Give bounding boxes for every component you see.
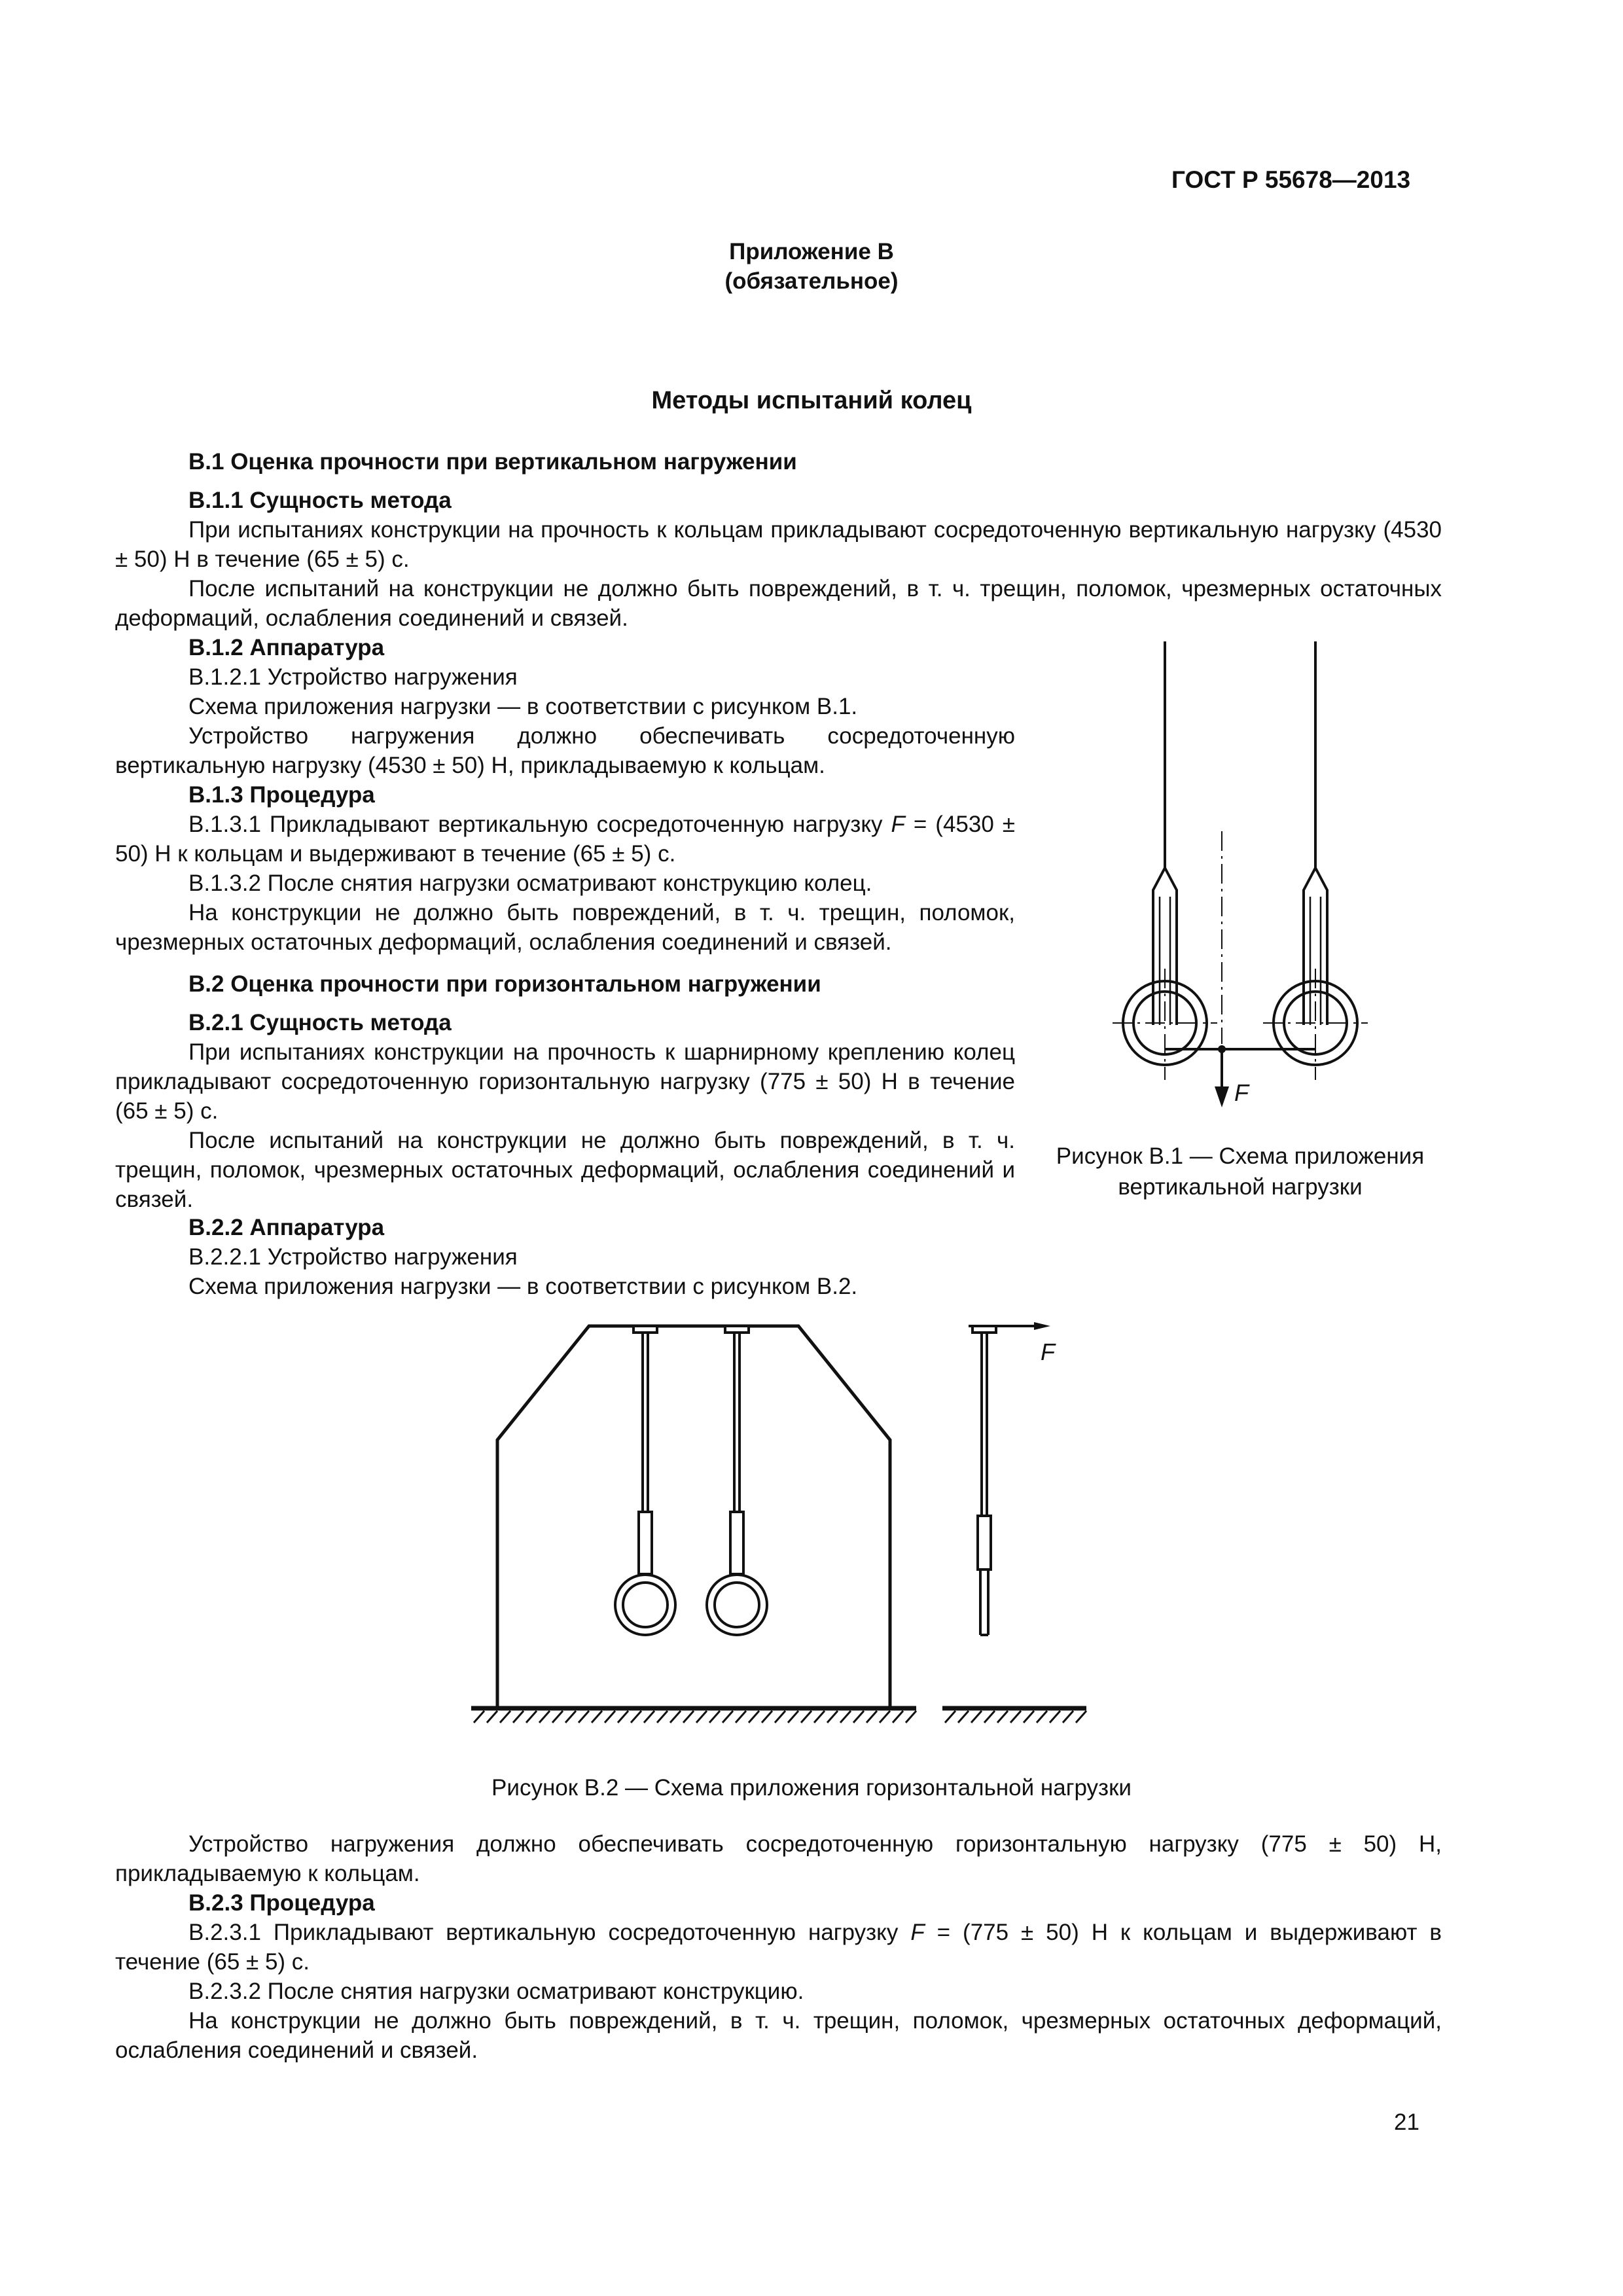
section-b23-heading: В.2.3 Процедура (188, 1890, 375, 1916)
section-b2-heading: В.2 Оценка прочности при горизонтальном нагружении (188, 971, 821, 997)
paragraph-b121-1: Схема приложения нагрузки — в соответствии с рисунком В.1. (188, 694, 858, 719)
standard-number: ГОСТ Р 55678—2013 (1171, 166, 1411, 193)
subsection-b221: В.2.2.1 Устройство нагружения (188, 1244, 518, 1270)
page-number: 21 (1394, 2109, 1419, 2135)
paragraph-b132: На конструкции не должно быть повреждений, в т. ч. трещин, поломок, чрезмерных остаточных деформаций, ослабления соединений и связей. (115, 900, 1015, 955)
paragraph-b232: На конструкции не должно быть повреждений, в т. ч. трещин, поломок, чрезмерных остаточных деформаций, ослабления соединений и связей. (115, 2008, 1442, 2063)
section-b12-heading: В.1.2 Аппаратура (188, 635, 385, 660)
ground (471, 1708, 1086, 1723)
section-b21-heading: В.2.1 Сущность метода (188, 1010, 452, 1035)
paragraph-b231: В.2.3.1 Прикладывают вертикальную сосредоточенную нагрузку F = (775 ± 50) Н к кольцам и выдерживают в течение (65 ± 5) с. (115, 1920, 1442, 1975)
right-mount (725, 1326, 749, 1333)
subsection-b132: В.1.3.2 После снятия нагрузки осматривают конструкцию колец. (188, 870, 872, 896)
figure-b2-horizontal-load-scheme (458, 1322, 1113, 1741)
figure-b2-caption: Рисунок В.2 — Схема приложения горизонтальной нагрузки (491, 1775, 1132, 1801)
force-symbol: F (910, 1920, 925, 1945)
paragraph-b11-1: При испытаниях конструкции на прочность к кольцам прикладывают сосредоточенную вертикальную нагрузку (4530 ± 50) Н в течение (65 ± 5) с. (115, 517, 1442, 572)
paragraph-b11-2: После испытаний на конструкции не должно быть повреждений, в т. ч. трещин, поломок, чрезмерных остаточных деформаций, ослабления соединений и связей. (115, 576, 1442, 631)
figure-b1-caption: Рисунок В.1 — Схема приложения вертикальной нагрузки (1056, 1143, 1425, 1200)
paragraph-b121-2: Устройство нагружения должно обеспечивать сосредоточенную вертикальную нагрузку (4530 ± 50) Н, прикладываемую к кольцам. (115, 723, 1015, 778)
subsection-b121: В.1.2.1 Устройство нагружения (188, 664, 518, 690)
section-b13-heading: В.1.3 Процедура (188, 782, 375, 808)
section-b11-heading: В.1.1 Сущность метода (188, 488, 452, 513)
paragraph-b221-1: Схема приложения нагрузки — в соответствии с рисунком В.2. (188, 1274, 858, 1299)
force-label-f2: F (1041, 1338, 1055, 1365)
load-arrow-head (1215, 1086, 1229, 1107)
paragraph-b131: В.1.3.1 Прикладывают вертикальную сосредоточенную нагрузку F = (4530 ± 50) Н к кольцам и выдерживают в течение (65 ± 5) с. (115, 812, 1015, 867)
figure-b1-vertical-load-scheme (1086, 635, 1453, 1119)
right-strap (730, 1512, 743, 1574)
frame (497, 1326, 890, 1707)
left-mount (633, 1326, 657, 1333)
force-symbol: F (891, 812, 905, 837)
section-b22-heading: В.2.2 Аппаратура (188, 1215, 385, 1240)
main-title: Методы испытаний колец (651, 387, 972, 414)
paragraph-b21-2: После испытаний на конструкции не должно быть повреждений, в т. ч. трещин, поломок, чрезмерных остаточных деформаций, ослабления соединений и связей. (115, 1128, 1015, 1212)
subsection-b232: В.2.3.2 После снятия нагрузки осматривают конструкцию. (188, 1979, 804, 2004)
load-point (1218, 1045, 1226, 1053)
paragraph-b21-1: При испытаниях конструкции на прочность к шарнирному креплению колец прикладывают сосредоточенную горизонтальную нагрузку (775 ± 50) Н в течение (65 ± 5) с. (115, 1039, 1015, 1124)
appendix-title: Приложение В (729, 239, 894, 264)
section-b1-heading: В.1 Оценка прочности при вертикальном нагружении (188, 449, 797, 475)
force-arrow-head (1034, 1322, 1050, 1330)
force-label-f1: F (1234, 1079, 1249, 1106)
side-view-strap (978, 1516, 991, 1570)
paragraph-b221-2: Устройство нагружения должно обеспечивать сосредоточенную горизонтальную нагрузку (775 ± 50) Н, прикладываемую к кольцам. (115, 1831, 1442, 1886)
left-strap (639, 1512, 652, 1574)
appendix-status: (обязательное) (724, 268, 899, 294)
side-view-mount (972, 1326, 996, 1333)
